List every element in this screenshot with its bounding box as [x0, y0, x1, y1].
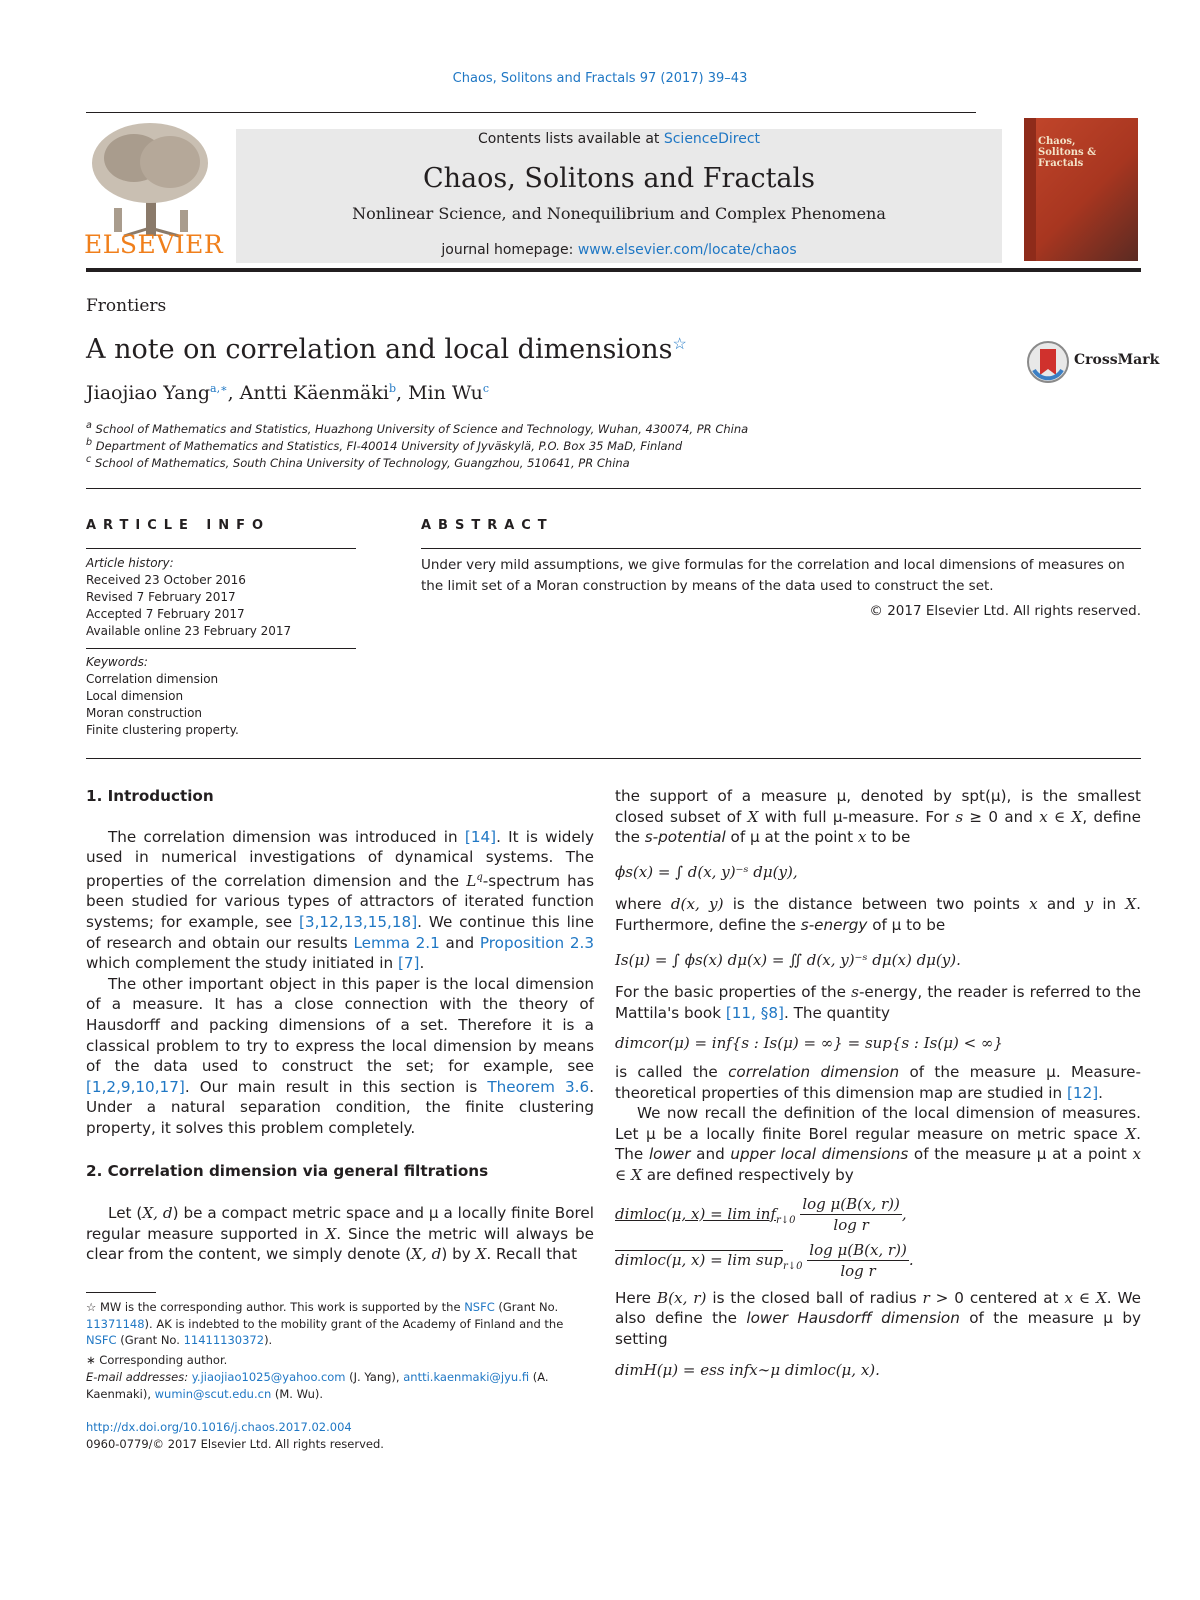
elsevier-logo[interactable]: [84, 118, 222, 266]
author-separator: ,: [396, 382, 409, 404]
text-run: are defined respectively by: [641, 1165, 854, 1184]
math-symbol: X, d: [142, 1204, 173, 1223]
contents-prefix: Contents lists available at: [477, 131, 664, 147]
text-run: , define the: [615, 807, 1141, 847]
math-symbol: X: [1125, 895, 1137, 914]
history-label: Article history:: [86, 556, 174, 570]
text-run: .: [1098, 1083, 1103, 1102]
email-link[interactable]: y.jiaojiao1025@yahoo.com: [191, 1370, 346, 1384]
text-run: ). AK is indebted to the mobility grant of the Academy of Finland and the: [144, 1316, 564, 1331]
text-run: and: [690, 1145, 731, 1164]
grant-link[interactable]: 11371148: [86, 1316, 145, 1331]
text-run: ) by: [441, 1245, 476, 1264]
fraction-numerator: log μ(B(x, r)): [807, 1240, 909, 1262]
cover-spine: [1024, 118, 1036, 261]
crossmark-label: CrossMark: [1074, 352, 1160, 368]
text-run: where: [615, 895, 671, 914]
affiliation-key: a: [86, 420, 92, 431]
text-run: . Our main result in this section is: [184, 1077, 488, 1096]
text-run: (J. Yang),: [345, 1370, 404, 1384]
citation-link[interactable]: [14]: [464, 827, 497, 846]
body-top-rule: [86, 758, 1141, 759]
author-list: [86, 382, 489, 404]
history-revised: Revised 7 February 2017: [86, 590, 236, 604]
abstract-heading: ABSTRACT: [421, 518, 554, 533]
affiliation-text: School of Mathematics, South China University of Technology, Guangzhou, 510641, PR China: [94, 455, 630, 470]
support-paragraph: [615, 786, 1141, 848]
equation-hausdorff-dimension: dimH(μ) = ess infx∼μ dimloc(μ, x).: [615, 1360, 880, 1379]
author-separator: ,: [227, 382, 240, 404]
abstract-text: Under very mild assumptions, we give formulas for the correlation and local dimensions of measures on the limit set of a Moran construction by means of the data used to construct the set.: [421, 557, 1125, 594]
abstract-copyright: © 2017 Elsevier Ltd. All rights reserved.: [869, 603, 1141, 619]
author-name[interactable]: Antti Käenmäki: [239, 382, 389, 404]
article-info-rule: [86, 548, 356, 549]
math-symbol: r: [922, 1288, 930, 1307]
cover-title: Chaos, Solitons & Fractals: [1038, 136, 1097, 169]
local-dimension-paragraph: [615, 1103, 1141, 1185]
text-run: . The: [615, 1124, 1141, 1164]
text-run: is the distance between two points: [723, 895, 1030, 914]
article-info-heading: ARTICLE INFO: [86, 518, 271, 533]
equation-potential: ϕs(x) = ∫ d(x, y)⁻ˢ dμ(y),: [615, 862, 798, 881]
history-received: Received 23 October 2016: [86, 573, 246, 587]
funder-link[interactable]: NSFC: [464, 1300, 495, 1314]
affiliation: [86, 420, 748, 436]
equation-punct: .: [908, 1250, 914, 1269]
equation-fraction: [800, 1194, 902, 1236]
text-run: and: [1037, 895, 1085, 914]
defined-term: upper local dimensions: [730, 1145, 909, 1164]
text-run: We now recall the definition of the local dimension of measures. Let μ be a locally finite Borel regular measure on metric space: [615, 1104, 1141, 1143]
text-run: ) be a compact metric space and μ a locally finite Borel regular measure supported in: [86, 1204, 594, 1243]
text-run: . Furthermore, define the: [615, 895, 1141, 934]
keywords-label: Keywords:: [86, 655, 148, 669]
crossmark-icon: [1026, 340, 1070, 384]
publisher-logo-text: ELSEVIER: [84, 230, 224, 259]
math-symbol: X, d: [411, 1245, 442, 1264]
section-2-paragraph: [86, 1203, 594, 1265]
hausdorff-paragraph: [615, 1288, 1141, 1350]
fraction-denominator: log r: [833, 1216, 869, 1235]
right-column: [615, 786, 1141, 1380]
footnote-emails: [86, 1369, 586, 1402]
text-run: ≥ 0 and: [963, 807, 1040, 826]
equation-upper-local-dimension: [615, 1240, 1141, 1282]
math-symbol: X: [475, 1245, 487, 1264]
math-symbol: x: [857, 828, 867, 847]
title-star-footnote[interactable]: ☆: [672, 334, 687, 353]
email-link[interactable]: antti.kaenmaki@jyu.fi: [403, 1370, 530, 1384]
math-symbol: s: [851, 983, 859, 1002]
keyword-item: Moran construction: [86, 706, 203, 720]
footnote-corresponding: ∗ Corresponding author.: [86, 1353, 228, 1367]
fraction-numerator: log μ(B(x, r)): [800, 1194, 902, 1216]
running-head[interactable]: Chaos, Solitons and Fractals 97 (2017) 39–43: [452, 71, 748, 86]
energy-paragraph: [615, 894, 1141, 935]
text-run: (Grant No.: [494, 1300, 559, 1314]
homepage-link[interactable]: www.elsevier.com/locate/chaos: [577, 242, 797, 258]
homepage-prefix: journal homepage:: [441, 242, 578, 258]
math-symbol: x ∈ X: [1039, 807, 1083, 826]
text-run: is called the: [615, 1062, 729, 1081]
section-1-heading: 1. Introduction: [86, 787, 214, 805]
affiliation: [86, 454, 630, 470]
text-run: ☆ MW is the corresponding author. This work is supported by the: [86, 1300, 465, 1314]
text-run: . We also define the: [615, 1288, 1141, 1328]
math-symbol: X: [325, 1224, 337, 1243]
contents-line: [236, 131, 1002, 147]
history-online: Available online 23 February 2017: [86, 624, 292, 638]
equation-lhs: dimloc(μ, x) = lim inf: [615, 1204, 777, 1223]
theorem-link[interactable]: Theorem 3.6: [487, 1077, 590, 1096]
text-run: ).: [264, 1333, 273, 1347]
text-run: The other important object in this paper is the local dimension of a measure. It has a close connection with the theory of Hausdorff and packing dimensions of a set. Therefore it is a classical problem to try to express the local dimension by means of the data used to construct the set; for example, see: [86, 974, 594, 1076]
text-run: . Under a natural separation condition, the finite clustering property, it solves this problem completely.: [86, 1077, 595, 1137]
text-run: to be: [866, 828, 911, 847]
affiliation-key: b: [86, 437, 93, 448]
affiliation: [86, 437, 682, 453]
text-run: (Grant No.: [116, 1333, 184, 1347]
text-run: of μ to be: [867, 915, 946, 934]
affiliation-key: c: [86, 454, 92, 465]
article-title-text: A note on correlation and local dimensions: [86, 334, 673, 365]
author-affil-marker[interactable]: c: [482, 382, 490, 395]
text-run: The correlation dimension was introduced in: [108, 827, 465, 846]
footnote-rule: [86, 1292, 156, 1293]
math-superscript: q: [476, 871, 483, 883]
text-run: with full μ-measure. For: [758, 807, 956, 826]
email-link[interactable]: wumin@scut.edu.cn: [154, 1386, 272, 1401]
math-symbol: X: [747, 807, 759, 826]
text-run: -spectrum has been studied for various types of attractors of iterated function systems; for example, see: [86, 871, 594, 932]
equation-correlation-dimension: dimcor(μ) = inf{s : Is(μ) = ∞} = sup{s : Is(μ) < ∞}: [615, 1034, 1003, 1053]
text-run: . We continue this line of research and obtain our results: [86, 913, 594, 952]
section-type: Frontiers: [86, 296, 167, 316]
affiliation-text: School of Mathematics and Statistics, Huazhong University of Science and Technology, Wuhan, 430074, PR China: [95, 421, 749, 436]
affiliation-text: Department of Mathematics and Statistics, FI-40014 University of Jyväskylä, P.O. Box 35 MaD, Finland: [95, 438, 683, 453]
citation-link[interactable]: [12]: [1066, 1083, 1099, 1102]
author-affil-marker[interactable]: b: [388, 382, 396, 395]
intro-paragraph-1: [86, 827, 594, 974]
math-symbol: x ∈ X: [615, 1145, 1142, 1184]
funder-link[interactable]: NSFC: [86, 1333, 117, 1347]
math-symbol: X: [1125, 1124, 1137, 1143]
math-symbol: x: [1029, 895, 1038, 914]
text-run: and: [439, 933, 480, 952]
homepage-line: [236, 242, 1002, 258]
equation-limit-sub: r↓0: [776, 1214, 796, 1226]
abstract-rule: [421, 548, 1141, 549]
text-run: . The quantity: [783, 1003, 890, 1022]
text-run: in: [1093, 895, 1126, 914]
math-symbol: L: [466, 871, 477, 890]
masthead-rule: [86, 268, 1141, 272]
author-name[interactable]: Jiaojiao Yang: [86, 382, 211, 404]
proposition-link[interactable]: Proposition 2.3: [479, 933, 595, 952]
citation-link[interactable]: [1,2,9,10,17]: [86, 1077, 185, 1096]
journal-title: Chaos, Solitons and Fractals: [422, 163, 816, 194]
text-run: -energy, the reader is referred to the Mattila's book: [615, 983, 1141, 1022]
text-run: of the measure μ. Measure-theoretical properties of this dimension map are studied in: [615, 1062, 1141, 1102]
text-run: of the measure μ by setting: [615, 1309, 1141, 1349]
text-run: (M. Wu).: [271, 1386, 324, 1401]
citation-link[interactable]: [11, §8]: [725, 1003, 784, 1022]
author-affil-marker[interactable]: a,∗: [210, 382, 228, 395]
text-run: .: [419, 954, 425, 973]
math-symbol: s: [955, 807, 964, 826]
defined-term: s-potential: [644, 828, 726, 847]
crossmark-badge[interactable]: [1026, 340, 1160, 384]
text-run: is the closed ball of radius: [706, 1288, 923, 1307]
math-symbol: B(x, r): [656, 1288, 707, 1307]
text-run: of the measure μ at a point: [908, 1145, 1133, 1164]
text-run: Let (: [108, 1204, 143, 1223]
text-run: (A. Kaenmaki),: [86, 1370, 549, 1401]
math-symbol: y: [1084, 895, 1094, 914]
math-symbol: d(x, y): [670, 895, 724, 914]
header-bottom-rule: [86, 488, 1141, 489]
lemma-link[interactable]: Lemma 2.1: [353, 933, 440, 952]
citation-link[interactable]: [7]: [397, 954, 420, 973]
mattila-paragraph: [615, 982, 1141, 1023]
grant-link[interactable]: 11411130372: [183, 1333, 265, 1347]
defined-term: correlation dimension: [728, 1062, 900, 1081]
top-rule: [86, 112, 976, 113]
correlation-dimension-paragraph: [615, 1062, 1141, 1103]
sciencedirect-link[interactable]: ScienceDirect: [663, 131, 761, 147]
equation-lhs: dimloc(μ, x) = lim sup: [615, 1250, 783, 1269]
email-label: E-mail addresses:: [86, 1370, 192, 1384]
keyword-item: Finite clustering property.: [86, 723, 239, 737]
intro-paragraph-2: [86, 974, 594, 1139]
defined-term: lower: [648, 1145, 691, 1164]
journal-subtitle: Nonlinear Science, and Nonequilibrium and Complex Phenomena: [352, 204, 886, 223]
history-accepted: Accepted 7 February 2017: [86, 607, 245, 621]
issn-line: 0960-0779/© 2017 Elsevier Ltd. All rights reserved.: [86, 1437, 384, 1451]
text-run: For the basic properties of the: [615, 983, 852, 1002]
equation-punct: ,: [901, 1204, 907, 1223]
text-run: > 0 centered at: [929, 1288, 1065, 1307]
text-run: the support of a measure μ, denoted by spt(μ), is the smallest closed subset of: [615, 787, 1141, 826]
citation-link[interactable]: [3,12,13,15,18]: [299, 913, 418, 932]
equation-limit-sub: r↓0: [782, 1260, 803, 1272]
text-run: . Since the metric will always be clear from the content, we simply denote (: [86, 1224, 594, 1264]
defined-term: lower Hausdorff dimension: [746, 1309, 960, 1328]
left-column: [86, 786, 594, 1265]
section-2-heading: 2. Correlation dimension via general filtrations: [86, 1161, 489, 1180]
text-run: which complement the study initiated in: [86, 954, 398, 973]
equation-energy: Is(μ) = ∫ ϕs(x) dμ(x) = ∬ d(x, y)⁻ˢ dμ(x) dμ(y).: [615, 950, 961, 969]
footnote-funding: [86, 1299, 586, 1349]
keyword-item: Local dimension: [86, 689, 184, 703]
equation-lower-local-dimension: [615, 1194, 1141, 1236]
author-name[interactable]: Min Wu: [408, 382, 483, 404]
equation-fraction: [807, 1240, 909, 1282]
text-run: Here: [615, 1288, 657, 1307]
journal-cover[interactable]: [1024, 118, 1138, 261]
defined-term: s-energy: [800, 915, 868, 934]
text-run: of μ at the point: [725, 828, 858, 847]
fraction-denominator: log r: [840, 1262, 876, 1281]
math-symbol: x ∈ X: [1064, 1288, 1107, 1307]
keyword-item: Correlation dimension: [86, 672, 219, 686]
text-run: . Recall that: [486, 1245, 578, 1264]
doi-link[interactable]: http://dx.doi.org/10.1016/j.chaos.2017.02.004: [86, 1420, 352, 1434]
text-run: . It is widely used in numerical investigations of dynamical systems. The properties of the correlation dimension and the: [86, 827, 594, 890]
keywords-rule: [86, 648, 356, 649]
article-title: [86, 334, 687, 365]
